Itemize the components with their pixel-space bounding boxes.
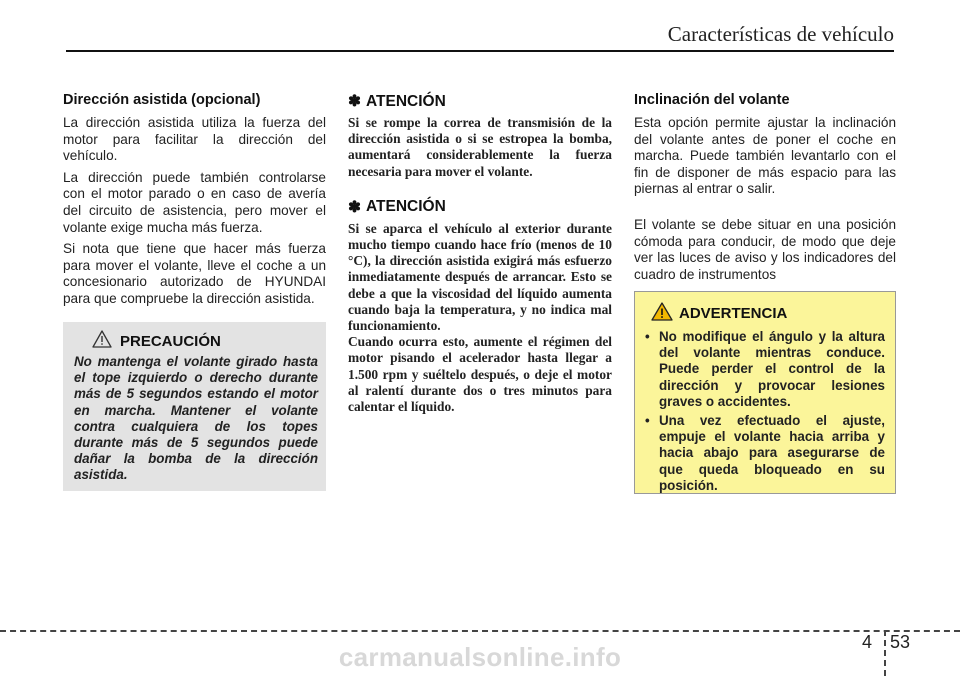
paragraph: La dirección asistida utiliza la fuerza del motor para facilitar la dirección del vehículo. <box>63 115 326 164</box>
attention-text: Si se aparca el vehículo al exterior durante mucho tiempo cuando hace frío (menos de 10 °C), la dirección asistida exigirá más esfuerzo inmediatamente después de arrancar. Esto se debe a que la viscosidad del líquido aumenta cuando baja la temperatura, y no indica mal funcionamiento. <box>348 220 612 334</box>
warning-triangle-icon <box>651 302 673 325</box>
attention-title: ATENCIÓN <box>366 92 446 110</box>
column-attention <box>348 92 612 433</box>
warning-header <box>651 302 885 325</box>
section-heading-power-steering: Dirección asistida (opcional) <box>63 92 261 108</box>
caution-title: PRECAUCIÓN <box>120 332 221 350</box>
section-heading-steering-tilt: Inclinación del volante <box>634 92 790 108</box>
caution-text: No mantenga el volante girado hasta el tope izquierdo o derecho durante más de 5 segundos estando el motor en marcha. Mantener el volante contra cualquiera de los topes durante más de 5 segundos puede dañar la bomba de la dirección asistida. <box>74 354 318 483</box>
attention-text: Cuando ocurra esto, aumente el régimen del motor pisando el acelerador hasta llegar a 1.500 rpm y suéltelo después, o deje el motor al ralentí durante dos o tres minutos para calentar el líquido. <box>348 334 612 415</box>
paragraph: La dirección puede también controlarse con el motor parado o en caso de avería del circuito de asistencia, pero mover el volante exige mucha más fuerza. <box>63 169 326 235</box>
page-number: 53 <box>890 632 911 652</box>
list-item: • Una vez efectuado el ajuste, empuje el volante hacia arriba y hacia abajo para asegurarse de que queda bloqueado en su posición. <box>645 413 885 493</box>
caution-header <box>92 330 318 352</box>
caution-box <box>63 322 326 491</box>
chapter-number: 4 <box>862 632 873 652</box>
list-item: • No modifique el ángulo y la altura del volante mientras conduce. Puede perder el control de la dirección y provocar lesiones graves o accidentes. <box>645 329 885 409</box>
warning-box <box>634 291 896 494</box>
column-steering-tilt <box>634 92 896 288</box>
footer-rule <box>0 630 960 632</box>
column-power-steering <box>63 92 326 313</box>
paragraph: El volante se debe situar en una posición cómoda para conducir, de modo que deje ver las luces de aviso y los indicadores del cuadro de instrumentos <box>634 216 896 282</box>
attention-title: ATENCIÓN <box>366 198 446 216</box>
attention-block-1 <box>348 92 612 180</box>
paragraph: Esta opción permite ajustar la inclinación del volante antes de poner el coche en marcha. Puede también levantarlo con el fin de disponer de más espacio para las piernas al entrar o salir. <box>634 115 896 197</box>
caution-triangle-icon <box>92 330 112 352</box>
attention-block-2 <box>348 198 612 415</box>
warning-list <box>643 329 885 494</box>
header-rule <box>66 50 894 52</box>
asterisk-icon: ✽ <box>348 198 361 216</box>
attention-text: Si se rompe la correa de transmisión de la dirección asistida o si se estropea la bomba, aumentará considerablemente la fuerza necesaria para mover el volante. <box>348 115 612 179</box>
page-header-title: Características de vehículo <box>667 22 894 46</box>
warning-title: ADVERTENCIA <box>679 305 788 322</box>
paragraph: Si nota que tiene que hacer más fuerza para mover el volante, lleve el coche a un concesionario autorizado de HYUNDAI para que compruebe la dirección asistida. <box>63 241 326 306</box>
watermark: carmanualsonline.info <box>338 642 622 672</box>
asterisk-icon: ✽ <box>348 93 361 110</box>
